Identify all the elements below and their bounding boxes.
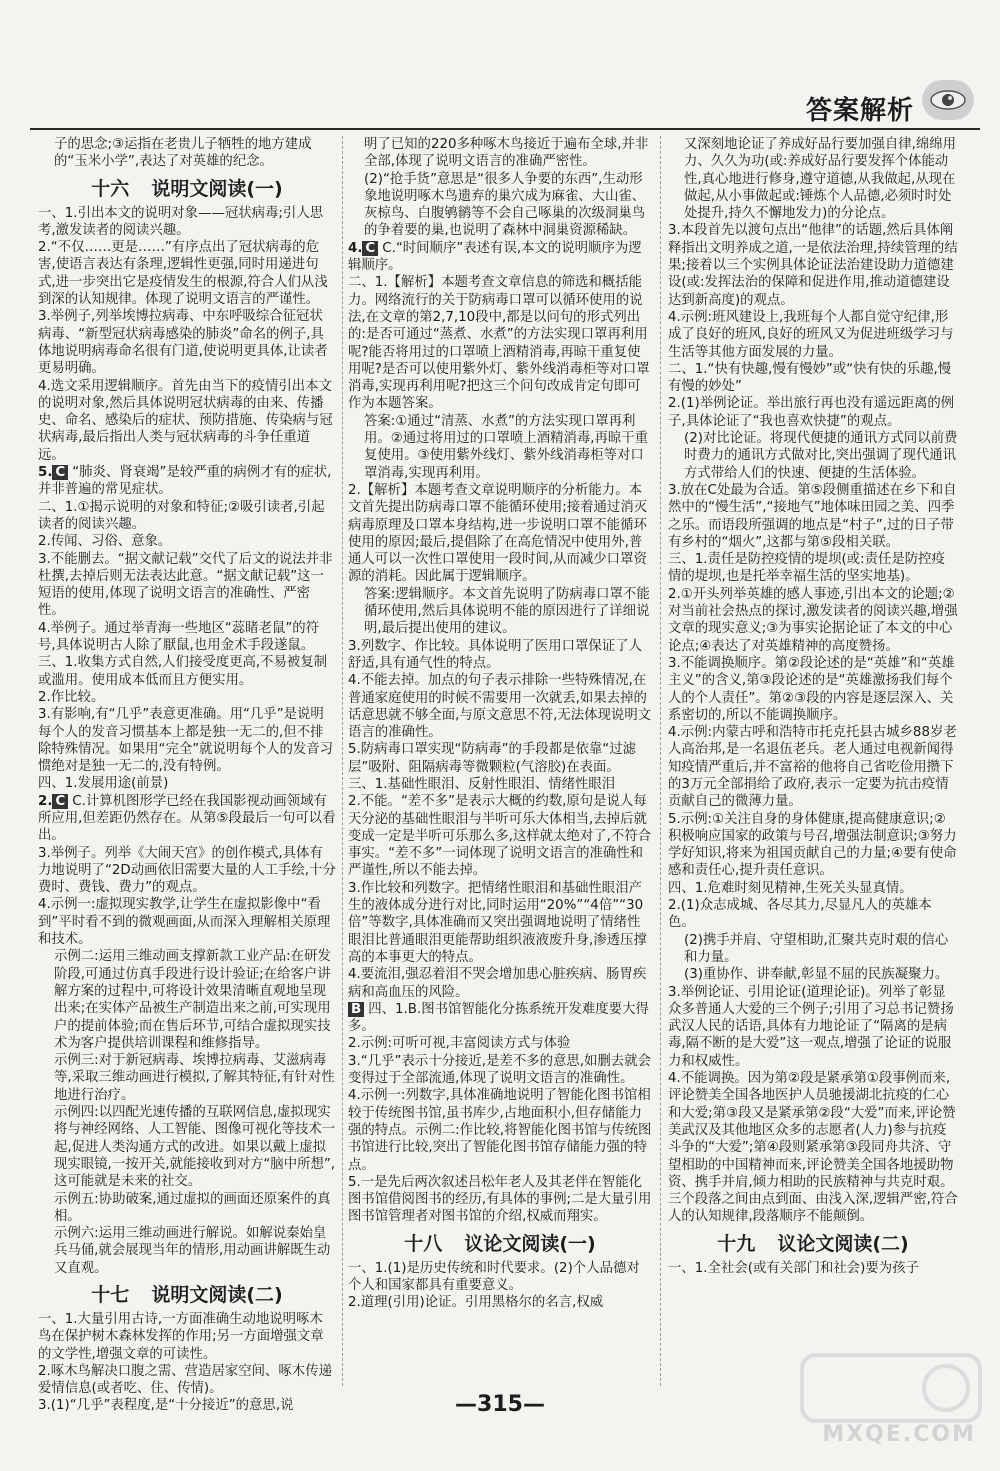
- answer-paragraph: 5.一是先后两次叙述吕松年老人及其老伴在智能化图书馆借阅图书的经历,有具体的事例;二是大量引用图书馆管理者对图书馆的介绍,权威而翔实。: [348, 1174, 652, 1225]
- answer-paragraph: 示例三:对于新冠病毒、埃博拉病毒、艾滋病毒等,采取三维动画进行模拟,了解其特征,有针对性地进行治疗。: [54, 1053, 335, 1103]
- answer-paragraph: [38, 464, 336, 499]
- header-rule: [30, 128, 980, 130]
- answer-text: C.“时间顺序”表述有误,本文的说明顺序为逻辑顺序。: [348, 240, 642, 274]
- answer-paragraph: 2.(1)举例论证。举出旅行再也没有遥远距离的例子,具体论证了“我也喜欢快捷”的观点。: [668, 396, 955, 429]
- answer-paragraph: 三、1.收集方式自然,人们接受度更高,不易被复制或滥用。使用成本低而且方便实用。: [38, 655, 328, 688]
- choice-box: C: [52, 794, 68, 809]
- page-number: —315—: [455, 1392, 545, 1417]
- answer-paragraph: 2.道理(引用)论证。引用黑格尔的名言,权威: [348, 1295, 604, 1311]
- choice-box: C: [52, 465, 68, 480]
- answer-paragraph: 2.①开头列举英雄的感人事迹,引出本文的论题;②对当前社会热点的探讨,激发读者的阅读兴趣,增强文章的现实意义;③为事实论据论证了本文的中心论点;④表达了对英雄精神的高度赞扬。: [668, 586, 958, 654]
- watermark-url: MXQE.COM: [822, 1422, 976, 1447]
- answer-column-2: [348, 136, 652, 1381]
- answer-paragraph: 5.防病毒口罩实现“防病毒”的手段都是依靠“过滤层”吸附、阻隔病毒等微颗粒(气溶胶)在表面。: [348, 742, 637, 775]
- answer-paragraph: (3)重协作、讲奉献,彰显不屈的民族凝聚力。: [684, 967, 949, 983]
- answer-paragraph: 3.列数字、作比较。具体说明了医用口罩保证了人舒适,具有通气性的特点。: [348, 638, 642, 671]
- answer-paragraph: (2)“抢手货”意思是“很多人争要的东西”,生动形象地说明啄木鸟遗弃的巢穴成为麻雀、大山雀、灰椋鸟、白腹鸲鹟等不会自己啄巢的次级洞巢鸟的争着要的巢,也说明了森林中洞巢资源稀缺。: [364, 171, 646, 239]
- answer-paragraph: 2.“不仅……更是……”有序点出了冠状病毒的危害,使语言表达有条理,逻辑性更强,同时用递进句式,进一步突出它是疫情发生的根源,符合人们从浅到深的认知规律。体现了说明文语言的严谨性。: [38, 240, 328, 308]
- answer-paragraph: 答案:逻辑顺序。本文首先说明了防病毒口罩不能循环使用,然后具体说明不能的原因进行了详细说明,最后提出使用的建议。: [364, 586, 650, 637]
- section-number: 十七: [91, 1284, 130, 1306]
- column-divider: [342, 136, 343, 1386]
- column-divider: [660, 136, 661, 1386]
- answer-paragraph: 四、1.危难时刻见精神,生死关头显真情。: [668, 880, 913, 896]
- answer-column-1: [38, 136, 336, 1414]
- answer-text: 四、1.B.图书馆智能化分拣系统开发难度要大得多。: [348, 1001, 649, 1035]
- answer-paragraph: 3.本段首先以渡句点出“他律”的话题,然后具体阐释指出文明养成之道,一是依法治理,持续管理的结果;接着以三个实例具体论证法治建设助力道德建设(或:发挥法治的保障和促进作用,推动道德建设达到新高度)的观点。: [668, 223, 958, 308]
- answer-paragraph: 三、1.责任是防控疫情的堤坝(或:责任是防控疫情的堤坝,也是托举幸福生活的坚实地基)。: [668, 552, 945, 585]
- question-number: 2.: [38, 793, 53, 809]
- section-title: 说明文阅读(一): [151, 177, 283, 200]
- answer-paragraph: 示例四:以四配光速传播的互联网信息,虚拟现实将与神经网络、人工智能、图像可视化等技术一起,促进人类沟通方式的改进。如果以戴上虚拟现实眼镜,一按开关,就能接收到对方“脑中所想”,这可能就是未来的社交。: [54, 1105, 336, 1190]
- answer-paragraph: 2.作比较。: [38, 689, 105, 705]
- answer-paragraph: 示例六:运用三维动画进行解说。如解说秦始皇兵马俑,就会展现当年的情形,用动画讲解既生动又直观。: [54, 1226, 331, 1276]
- answer-paragraph: 3.举例子,列举埃博拉病毒、中东呼吸综合征冠状病毒、“新型冠状病毒感染的肺炎”命名的例子,具体地说明病毒命名很有门道,使说明更具体,让读者更易明确。: [38, 309, 328, 377]
- section-heading-16: [38, 176, 336, 202]
- answer-paragraph: 四、1.发展用途(前景): [38, 776, 169, 792]
- answer-paragraph: [348, 240, 652, 275]
- answer-paragraph: 二、1.【解析】本题考查文章信息的筛选和概括能力。网络流行的关于防病毒口罩可以循环使用的说法,在文章的第2,7,10段中,都是以问句的形式列出的:是否可通过“蒸煮、水煮”的方法实现口罩再利用呢?能否将用过的口罩喷上酒精消毒,再晾干重复使用呢?是否可以使用紫外灯、紫外线消毒柜等对口罩消毒,实现再利用呢?把这三个问句改成肯定句即可作为本题答案。: [348, 275, 650, 412]
- answer-paragraph: 2.啄木鸟解决口腹之需、营造居家空间、啄木传递爱情信息(或者吃、住、传情)。: [38, 1363, 332, 1397]
- answer-paragraph: [38, 793, 336, 845]
- answer-paragraph: 3.作比较和列数字。把情绪性眼泪和基础性眼泪产生的液体成分进行对比,同时运用“20%”“4倍”“30倍”等数字,具体准确而又突出强调地说明了情绪性眼泪比普通眼泪更能帮助组织液液废升身,渗透压撑高的本事更大的特点。: [348, 880, 647, 965]
- answer-paragraph: 4.举例子。通过举青海一些地区“蕊睹老鼠”的符号,具体说明古人除了厭鼠,也用金术手段遂鼠。: [38, 620, 320, 654]
- answer-paragraph: 3.不能删去。“据文献记载”交代了后文的说法并非杜撰,去掉后则无法表达此意。“据文献记载”这一短语的使用,体现了说明文语言的准确性、严密性。: [38, 551, 333, 619]
- answer-paragraph: 2.不能。“差不多”是表示大概的约数,原句是说人每天分泌的基础性眼泪与半听可乐大体相当,去掉后就变成一定是半听可乐那么多,这样就太绝对了,不符合事实。“差不多”一词体现了说明文语言的准确性和严谨性,所以不能去掉。: [348, 794, 652, 879]
- answer-paragraph: 4.示例:班风建设上,我班每个人都自觉守纪律,形成了良好的班风,良好的班风又为促进班级学习与生活等其他方面发展的力量。: [668, 309, 954, 360]
- section-number: 十九: [717, 1232, 756, 1255]
- answer-paragraph: 答案:①通过“清蒸、水煮”的方法实现口罩再利用。②通过将用过的口罩喷上酒精消毒,再晾干重复使用。③使用紫外线灯、紫外线消毒柜等对口罩消毒,实现再利用。: [364, 413, 649, 481]
- answer-paragraph: 3.举例论证、引用论证(道理论证)。列举了彰显众多普通人大爱的三个例子;引用了习总书记赞扬武汉人民的话语,具体有力地论证了“隔离的是病毒,隔不断的是大爱”这一观点,增强了论证的说服力和权威性。: [668, 984, 954, 1069]
- answer-paragraph: 3.不能调换顺序。第②段论述的是“英雄”和“英雄主义”的含义,第③段论述的是“英雄激扬我们每个人的个人责任”。第②③段的内容是逐层深入、关系密切的,所以不能调换顺序。: [668, 655, 955, 723]
- answer-paragraph: 4.示例一:列数字,具体准确地说明了智能化图书馆相较于传统图书馆,虽书库少,占地面积小,但存储能力强的特点。示例二:作比较,将智能化图书馆与传统图书馆进行比较,突出了智能化图书馆存储能力强的特点。: [348, 1088, 652, 1173]
- answer-paragraph: 4.示例一:虚拟现实教学,让学生在虚拟影像中“看到”平时看不到的微观画面,从而深入理解相关原理和技术。: [38, 897, 331, 948]
- answer-paragraph: 三、1.基础性眼泪、反射性眼泪、情绪性眼泪: [348, 776, 616, 792]
- section-number: 十八: [404, 1232, 443, 1255]
- eye-icon: [928, 87, 968, 113]
- answer-paragraph: 4.示例:内蒙古呼和浩特市托克托县古城乡88岁老人高治邦,是一名退伍老兵。老人通过电视新闻得知疫情严重后,并不富裕的他将自己省吃俭用攒下的3万元全部捐给了政府,表示一定要为抗击疫情贡献自己的微薄力量。: [668, 725, 957, 810]
- answer-paragraph: 子的思念;③运指在老贵儿子牺牲的地方建成的“玉米小学”,表达了对英雄的纪念。: [54, 137, 312, 170]
- answer-text: C.计算机图形学已经在我国影视动画领域有所应用,但差距仍然存在。从第⑤段最后一句可以看出。: [38, 793, 336, 844]
- eye-logo-icon: [922, 80, 974, 120]
- answer-paragraph: 二、1.①揭示说明的对象和特征;②吸引读者,引起读者的阅读兴趣。: [38, 499, 325, 532]
- section-heading-18: [348, 1231, 652, 1257]
- answer-paragraph: 一、1.(1)是历史传统和时代要求。(2)个人品德对个人和国家都具有重要意义。: [348, 1260, 640, 1293]
- answer-paragraph: 2.【解析】本题考查文章说明顺序的分析能力。本文首先提出防病毒口罩不能循环使用;接着通过消灭病毒原理及口罩本身结构,进一步说明口罩不能循环使用的原因;最后,提倡除了在高危情况中使用外,普通人可以一次性口罩使用一段时间,从而减少口罩资源的消耗。因此属于逻辑顺序。: [348, 482, 648, 585]
- answer-paragraph: 3.有影响,有“几乎”表意更准确。用“几乎”是说明每个人的发音习惯基本上都是独一无二的,但不排除特殊情况。如果用“完全”就说明每个人的发音习惯绝对是独一无二的,没有特例。: [38, 707, 334, 775]
- answer-paragraph: 4.要流泪,强忍着泪不哭会增加患心脏疾病、肠胃疾病和高血压的风险。: [348, 967, 647, 1000]
- answer-paragraph: 3.“几乎”表示十分接近,是差不多的意思,如删去就会变得过于全部流通,体现了说明文语言的准确性。: [348, 1053, 651, 1087]
- page-header: [0, 0, 1000, 126]
- answer-paragraph: 2.(1)众志成城、各尽其力,尽显凡人的英雄本色。: [668, 898, 932, 931]
- answer-paragraph: 一、1.全社会(或有关部门和社会)要为孩子: [668, 1260, 919, 1276]
- answer-paragraph: 4.不能调换。因为第②段是紧承第①段事例而来,评论赞美全国各地医护人员驰援湖北抗疫的仁心和大爱;第③段又是紧承第②段“大爱”而来,评论赞美武汉及其他地区众多的志愿者(人力)参与抗疫斗争的“大爱”;第④段则紧承第③段同舟共济、守望相助的中国精神而来,评论赞美全国各地援助物资、携手并肩,倾力相助的民族精神与共克时艰。三个段落之间由点到面、由浅入深,逻辑严密,符合人的认知规律,段落顺序不能颠倒。: [668, 1071, 958, 1225]
- answer-paragraph: 4.不能去掉。加点的句子表示排除一些特殊情况,在普通家庭使用的时候不需要用一次就丢,如果去掉的话意思就不够全面,与原文意思不符,无法体现说明文语言的准确性。: [348, 673, 652, 741]
- choice-box: B: [348, 1002, 364, 1017]
- question-number: 5.: [38, 465, 53, 481]
- answer-paragraph: 2.传闻、习俗、意象。: [38, 534, 172, 550]
- question-number: 4.: [348, 240, 363, 256]
- answer-paragraph: 2.示例:可听可视,丰富阅读方式与体验: [348, 1036, 571, 1052]
- answer-column-3: [668, 136, 958, 1381]
- section-title: 议论文阅读(二): [777, 1232, 909, 1255]
- section-number: 十六: [91, 177, 130, 200]
- answer-paragraph: 一、1.引出本文的说明对象——冠状病毒;引人思考,激发读者的阅读兴趣。: [38, 205, 324, 238]
- section-heading-17: [38, 1282, 336, 1308]
- answer-paragraph: 一、1.大量引用古诗,一方面准确生动地说明啄木鸟在保护树木森林发挥的作用;另一方面增强文章的文学性,增强文章的可读性。: [38, 1312, 324, 1362]
- answer-paragraph: 5.示例:①关注自身的身体健康,提高健康意识;②积极响应国家的政策与号召,增强法制意识;③努力学好知识,将来为祖国贡献自己的力量;④要有使命感和责任心,提升责任意识。: [668, 811, 957, 879]
- section-heading-19: [668, 1231, 958, 1257]
- answer-text: “肺炎、肾衰竭”是较严重的病例才有的症状,并非普遍的常见症状。: [38, 465, 332, 498]
- answer-paragraph: 4.选文采用逻辑顺序。首先由当下的疫情引出本文的说明对象,然后具体说明冠状病毒的由来、传播史、命名、感染后的症状、预防措施、传染病与冠状病毒,最后指出人类与冠状病毒的斗争任重道远。: [38, 378, 333, 463]
- answer-paragraph: 3.放在C处最为合适。第⑤段侧重描述在乡下和自然中的“慢生活”,“接地气”地体味田园之美、四季之乐。而语段所强调的地点是“村子”,过的日子带有乡村的“烟火”,这都与第⑤段相关联。: [668, 482, 957, 550]
- section-title: 议论文阅读(一): [464, 1232, 596, 1255]
- answer-paragraph: 明了已知的220多种啄木鸟接近于遍布全球,并非全部,体现了说明文语言的准确严密性。: [364, 137, 649, 170]
- section-title: 说明文阅读(二): [151, 1284, 283, 1306]
- answer-paragraph: 又深刻地论证了养成好品行要加强自律,绵绵用力、久久为功(或:养成好品行要发挥个体能动性,真心地进行修身,遵守道德,从我做起,从现在做起,从小事做起或:锤炼个人品德,必须时时处处提升,持久不懈地发力)的分论点。: [684, 137, 957, 222]
- answer-paragraph: 示例五:协助破案,通过虚拟的画面还原案件的真相。: [54, 1191, 331, 1224]
- answer-paragraph: 3.举例子。列举《大闹天宫》的创作模式,具体有力地说明了“2D动画依旧需要大量的人工手绘,十分费时、费钱、费力”的观点。: [38, 845, 336, 896]
- answer-paragraph: 二、1.“快有快趣,慢有慢妙”或“快有快的乐趣,慢有慢的妙处”: [668, 361, 952, 395]
- answer-paragraph: (2)携手并肩、守望相助,汇聚共克时艰的信心和力量。: [684, 932, 949, 965]
- header-title: 答案解析: [805, 96, 914, 126]
- answer-paragraph: (2)对比论证。将现代便捷的通讯方式同以前费时费力的通讯方式做对比,突出强调了现代通讯方式带给人们的快速、便捷的生活体验。: [684, 431, 958, 481]
- answer-paragraph: 3.(1)“几乎”表程度,是“十分接近”的意思,说: [38, 1398, 294, 1414]
- answer-paragraph: 示例二:运用三维动画支撑新款工业产品:在研发阶段,可通过仿真手段进行设计验证;在给客户讲解方案的过程中,可将设计效果清晰直观地呈现出来;在实体产品被生产制造出来之前,可实现用户的提前体验;而在售后环节,可结合虚拟现实技术为客户提供培训课程和维修指导。: [54, 949, 331, 1051]
- watermark-logo-icon: [796, 1351, 986, 1461]
- choice-box: C: [362, 241, 378, 256]
- answer-paragraph: [348, 1001, 652, 1036]
